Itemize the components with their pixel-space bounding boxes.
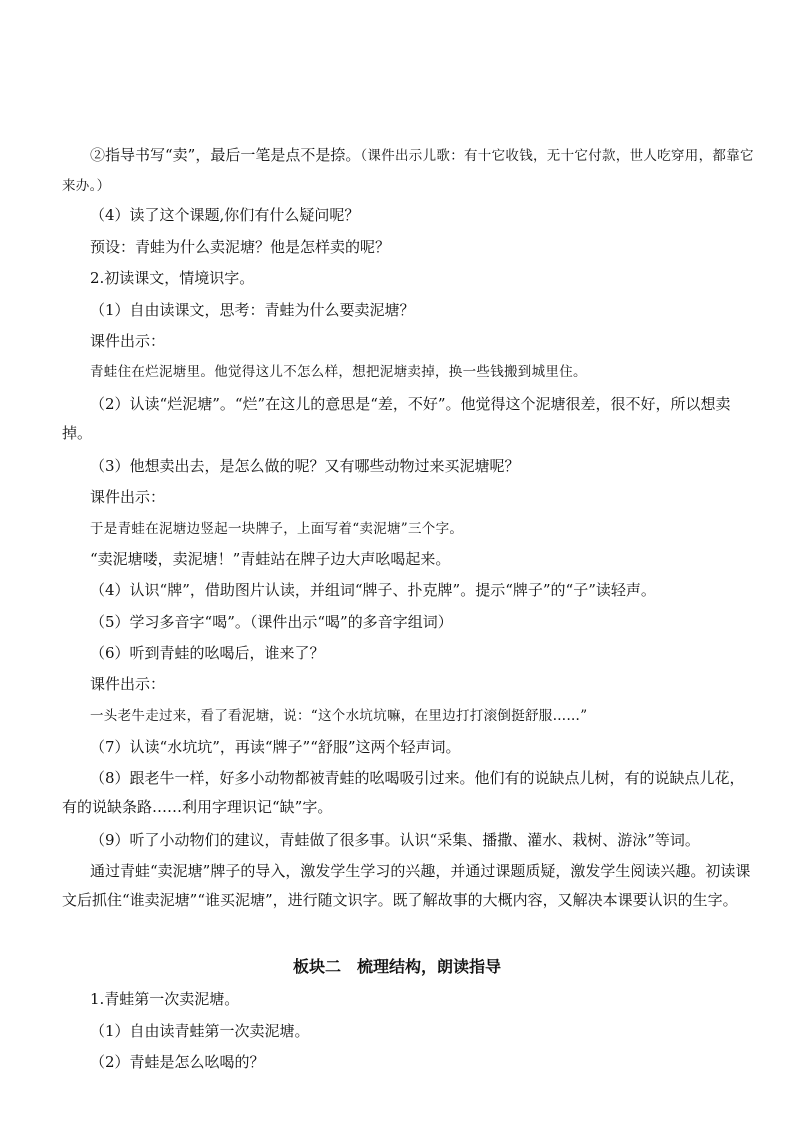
quote-text-3: “卖泥塘喽，卖泥塘！”青蛙站在牌子边大声吆喝起来。 — [90, 550, 451, 568]
paragraph-preset: 预设：青蛙为什么卖泥塘？他是怎样卖的呢？ — [90, 238, 391, 256]
paragraph-question-8: （8）跟老牛一样，好多小动物都被青蛙的吆喝吸引过来。他们有的说缺点儿树，有的说缺点儿花，有的说缺条路……利用字理识记“缺”字。 — [62, 769, 745, 816]
paragraph-how-shout: （2）青蛙是怎么吆喝的？ — [90, 1053, 265, 1071]
paragraph-question-4: （4）读了这个课题,你们有什么疑问呢？ — [90, 206, 360, 224]
paragraph-question-9: （9）听了小动物们的建议，青蛙做了很多事。认识“采集、播撒、灌水、栽树、游泳”等词。 — [90, 831, 700, 849]
label-courseware-1: 课件出示： — [90, 332, 166, 350]
paragraph-question-6: （6）听到青蛙的吆喝后，谁来了？ — [90, 644, 325, 662]
paragraph-question-4b: （4）认识“牌”，借助图片认读，并组词“牌子、扑克牌”。提示“牌子”的“子”读轻声。 — [90, 581, 656, 599]
text-guide-writing: ②指导书写“卖”，最后一笔是点不是捺。 — [90, 146, 361, 164]
text-rhyme: （课件出示儿歌：有十它收钱，无十它付款，世人吃穿用，都靠它来办。） — [62, 148, 754, 194]
quote-text-1: 青蛙住在烂泥塘里。他觉得这儿不怎么样，想把泥塘卖掉，换一些钱搬到城里住。 — [90, 364, 587, 380]
paragraph-write-mai — [62, 141, 754, 201]
paragraph-question-7: （7）认读“水坑坑”，再读“牌子”“舒服”这两个轻声词。 — [90, 738, 461, 756]
paragraph-question-1: （1）自由读课文，思考：青蛙为什么要卖泥塘？ — [90, 301, 415, 319]
section-heading-block-2: 板块二 梳理结构，朗读指导 — [292, 957, 501, 976]
paragraph-read-first-sale: （1）自由读青蛙第一次卖泥塘。 — [90, 1022, 310, 1040]
label-courseware-2: 课件出示： — [90, 488, 166, 506]
section-first-reading: 2.初读课文，情境识字。 — [90, 269, 255, 287]
quote-text-4: 一头老牛走过来，看了看泥塘，说：“这个水坑坑嘛，在里边打打滚倒挺舒服……” — [90, 708, 588, 724]
paragraph-question-3: （3）他想卖出去，是怎么做的呢？又有哪些动物过来买泥塘呢？ — [90, 457, 520, 475]
quote-text-2: 于是青蛙在泥塘边竖起一块牌子，上面写着“卖泥塘”三个字。 — [90, 521, 464, 537]
section-first-sale: 1.青蛙第一次卖泥塘。 — [90, 990, 240, 1008]
paragraph-summary: 通过青蛙“卖泥塘”牌子的导入，激发学生学习的兴趣，并通过课题质疑，激发学生阅读兴趣。初读课文后抓住“谁卖泥塘”“谁买泥塘”，进行随文识字。既了解故事的大概内容，又解决本课要认识的生字。 — [62, 862, 751, 909]
paragraph-question-2: （2）认读“烂泥塘”。“烂”在这儿的意思是“差，不好”。他觉得这个泥塘很差，很不好，所以想卖掉。 — [62, 395, 731, 442]
label-courseware-3: 课件出示： — [90, 675, 166, 693]
paragraph-question-5: （5）学习多音字“喝”。（课件出示“喝”的多音字组词） — [90, 613, 453, 631]
